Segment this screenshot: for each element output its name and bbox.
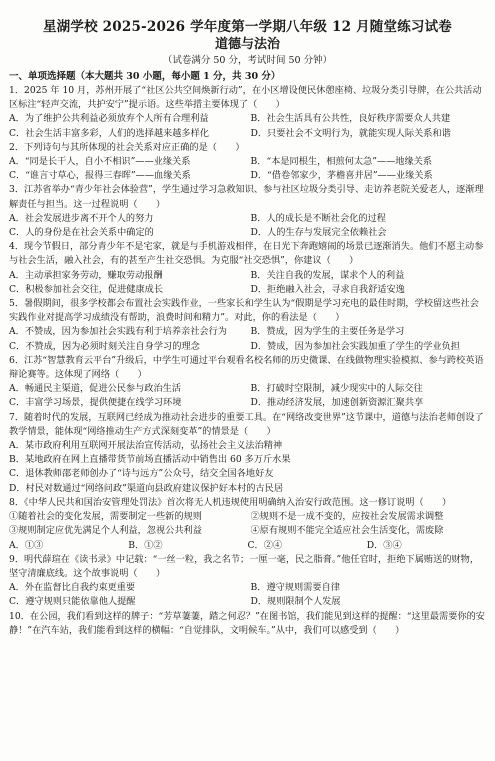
question-stem: 7．随着时代的发展，互联网已经成为推动社会进步的重要工具。在“网络改变世界”这节课中，道德与法治老师创设了教学情景，能体现“网络推动生产方式深刻变革”的情景是（ ）: [9, 411, 484, 437]
option-b: B．遵守规则需要自律: [250, 582, 340, 594]
statement-4: ④原有规则不能完全适应社会生活变化，需废除: [250, 525, 444, 537]
question-6: [9, 354, 486, 411]
option-b: B．某地政府在网上直播带货节前场直播活动中销售出 60 多万斤水果: [9, 454, 291, 466]
option-b: B．打破时空限制，减少现实中的人际交往: [250, 383, 423, 395]
option-b: B．关注自我的发展，谋求个人的利益: [250, 269, 405, 281]
question-stem: 1．2025 年 10 月，苏州开展了“社区公共空间焕新行动”，在小区增设便民休憩座椅、垃圾分类引导牌，在公共活动区标注“轻声交流，共护安宁”提示语。这些举措主要体现了（ ）: [9, 85, 482, 111]
option-c: C．遵守规则只能依靠他人提醒: [9, 596, 136, 608]
option-a: A．某市政府利用互联网开展法治宣传活动，弘扬社会主义法治精神: [9, 440, 283, 452]
option-a: A．外在监督比自我约束更重要: [9, 582, 136, 594]
question-4: [9, 240, 486, 297]
option-c: C．社会生活丰富多彩，人们的选择越来越多样化: [9, 127, 209, 139]
option-b: B．人的成长是不断社会化的过程: [250, 212, 386, 224]
statement-2: ②规则不是一成不变的，应按社会发展需求调整: [250, 511, 444, 523]
option-a: A．不赞成，因为参加社会实践有利于培养亲社会行为: [9, 326, 227, 338]
choice-d: D．③④: [366, 539, 402, 551]
option-d: D．“借卷邻家少，茅檐喜并居”——业缘关系: [250, 170, 433, 182]
question-stem: 2．下列诗句与其所体现的社会关系对应正确的是（ ）: [9, 141, 245, 153]
section-heading: 一、单项选择题（本大题共 30 小题，每小题 1 分，共 30 分）: [9, 71, 281, 82]
option-c: C．人的身份是在社会关系中确定的: [9, 227, 154, 239]
statement-3: ③规则制定应优先满足个人利益，忽视公共利益: [9, 525, 202, 537]
statement-1: ①随着社会的变化发展，需要制定一些新的规则: [9, 511, 202, 523]
option-d: D．规则限制个人发展: [250, 596, 341, 608]
option-a: A．为了维护公共利益必须放弃个人所有合理利益: [9, 113, 209, 125]
question-5: [9, 297, 486, 354]
question-stem: 8．《中华人民共和国治安管理处罚法》首次将无人机违规使用明确纳入治安行政范围。这一修订说明（ ）: [9, 496, 452, 508]
choice-c: C．②④: [247, 539, 283, 551]
question-stem: 5．暑假期间，很多学校都会布置社会实践作业，一些家长和学生认为“假期是学习充电的最佳时期，学校留这些社会实践作业对提高学习成绩没有帮助，浪费时间和精力”。对此，你的看法是（ ）: [9, 298, 479, 324]
option-d: D．推动经济发展，加速创新资源汇聚共享: [250, 397, 424, 409]
option-a: A．社会发展进步离不开个人的努力: [9, 212, 154, 224]
option-a: A．畅通民主渠道，促进公民参与政治生活: [9, 383, 182, 395]
question-7: [9, 411, 486, 496]
exam-meta: （试卷满分 50 分，考试时间 50 分钟）: [162, 55, 333, 66]
question-9: [9, 553, 486, 610]
question-stem: 10．在公园，我们看到这样的牌子：“芳草萋萋，踏之何忍？”在图书馆，我们能见到这样的提醒：“这里最需要你的安静！”在汽车站，我们能看到这样的横幅：“自觉排队，文明候车。”从中，我们可以感受到（ ）: [9, 610, 485, 636]
question-8: [9, 496, 486, 553]
option-a: A．“同是长干人，自小不相识”——业缘关系: [9, 156, 191, 168]
option-d: D．赞成，因为参加社会实践加重了学生的学业负担: [250, 340, 460, 352]
question-1: [9, 84, 486, 141]
option-d: D．拒绝融入社会，寻求自我舒适安逸: [250, 283, 405, 295]
question-stem: 3．江苏省举办“青少年社会体验营”，学生通过学习急救知识、参与社区垃圾分类引导、走访养老院关爱老人，逐渐理解责任与担当。这一过程说明（ ）: [9, 184, 484, 210]
option-c: C．退休教师邵老师创办了“诗与远方”公众号，结交全国各地好友: [9, 468, 274, 480]
option-b: B．赞成，因为学生的主要任务是学习: [250, 326, 405, 338]
question-3: [9, 183, 486, 240]
option-c: C．丰富学习场景，提供便捷在线学习环境: [9, 397, 182, 409]
option-a: A．主动承担家务劳动，赚取劳动报酬: [9, 269, 163, 281]
option-b: B．“本是同根生，相煎何太急”——地缘关系: [250, 156, 433, 168]
exam-title: 星湖学校 2025-2026 学年度第一学期八年级 12 月随堂练习试卷: [42, 19, 453, 35]
option-c: C．“谁言寸草心，报得三春晖”——血缘关系: [9, 170, 191, 182]
option-d: D．只要社会不文明行为，就能实现人际关系和谐: [250, 127, 451, 139]
question-stem: 6．江苏“智慧教育云平台”升级后，中学生可通过平台观看名校名师的历史微课、在线做物理实验模拟、参与跨校英语辩论赛等。这体现了网络（ ）: [9, 354, 484, 381]
question-stem: 9．明代薛瑄在《读书录》中记载：“一丝一粒，我之名节；一厘一毫，民之脂膏。”他任官时，拒绝下属贿送的财物，坚守清廉底线。这个故事说明（ ）: [9, 553, 480, 579]
option-d: D．人的生存与发展完全依赖社会: [250, 227, 387, 239]
subject-title: 道德与法治: [214, 37, 280, 52]
question-stem: 4．现今节假日，部分青少年不是宅家，就是与手机游戏相伴，在日光下奔跑嬉闹的场景已逐渐消失。他们不愿主动参与社会生活，融入社会，有的甚至产生社交恐惧。为克服“社交恐惧”，你建议（ ）: [9, 241, 484, 267]
option-c: C．不赞成，因为必须时刻关注自身学习的理念: [9, 340, 200, 352]
question-2: [9, 141, 486, 184]
option-b: B．社会生活具有公共性，良好秩序需要众人共建: [250, 113, 451, 125]
choice-a: A．①③: [9, 539, 44, 551]
question-10: [9, 610, 486, 638]
option-d: D．村民对数通过“网络问政”渠道向县政府建议保护好本村的古民居: [9, 482, 284, 494]
choice-b: B．①②: [128, 539, 163, 551]
option-c: C．积极参加社会交往，促进健康成长: [9, 283, 164, 295]
